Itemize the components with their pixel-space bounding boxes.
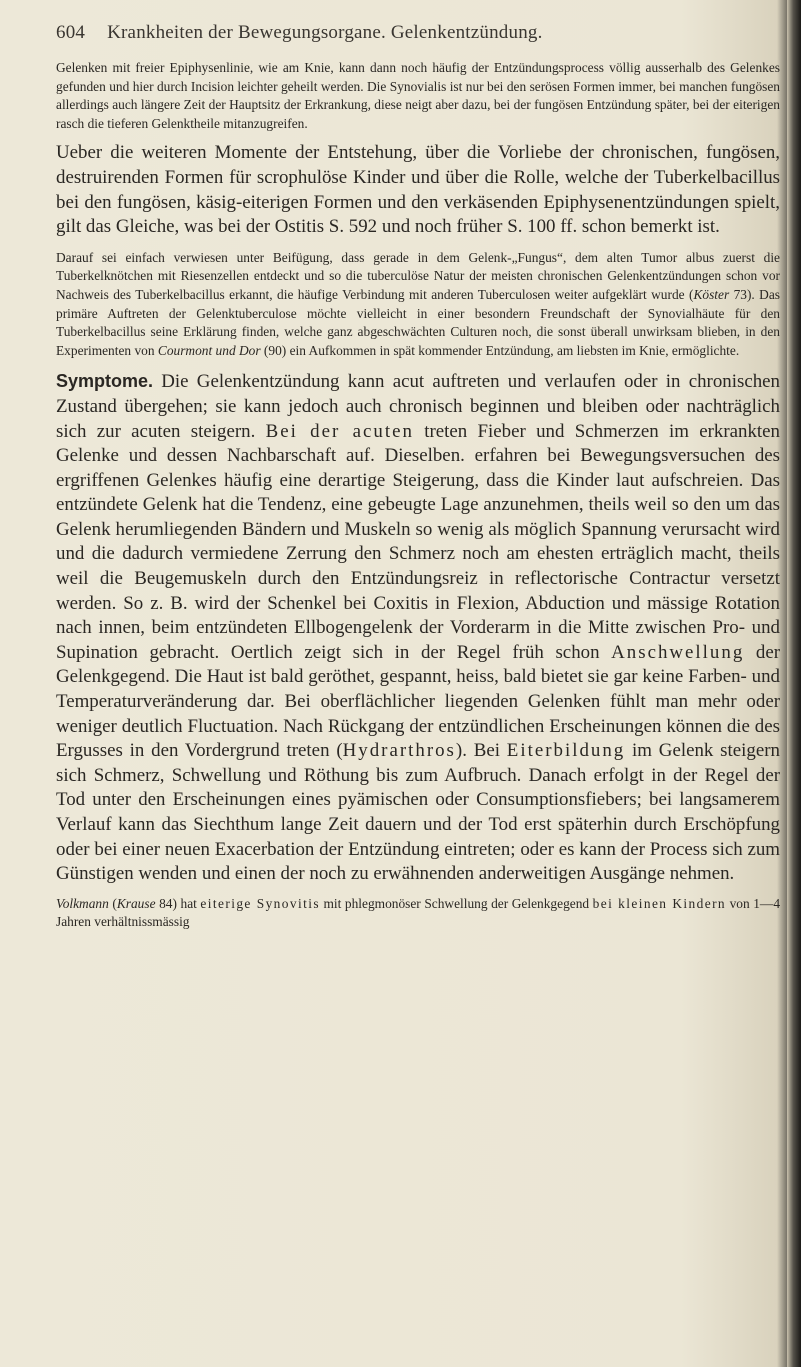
paragraph-large-1: Ueber die weiteren Momente der Entstehung, über die Vorliebe der chronischen, fungösen, destruirenden Formen für scrophulöse Kinder und über die Rolle, welche der Tuberkelbacillus bei den fungösen, käsig-eiterigen Formen und den verkäsenden Epiphysenentzündungen spielt, gilt das Gleiche, was bei der Ostitis S. 592 und noch früher S. 100 ff. schon bemerkt ist. [56, 142, 780, 238]
emphasis-eiterbildung: Eiterbildung [506, 740, 626, 762]
paragraph-small-3: Volkmann (Krause 84) hat eiterige Synovitis mit phlegmonöser Schwellung der Gelenkgegend bei kleinen Kindern von 1—4 Jahren verhältnissmässig [56, 895, 781, 930]
paragraph-small-2: Darauf sei einfach verwiesen unter Beifügung, dass gerade in dem Gelenk-„Fungus“, dem alten Tumor albus zuerst die Tuberkelknötchen mit Riesenzellen entdeckt und so die tuberculöse Natur der meisten chronischen Gelenkentzündungen schon vor Nachweis des Tuberkelbacillus erkannt, die häufige Verbindung mit anderen Tuberculosen weiter aufgeklärt wurde (Köster 73). Das primäre Auftreten der Gelenktuberculose möchte vielleicht in einer besondern Freundschaft der Synovialhäute für den Tuberkelbacillus seine Erklärung finden, welche ganz abgeschwächten Culturen noch, die sonst überall unwirksam blieben, in den Experimenten von Courmont und Dor (90) ein Aufkommen in spät kommender Entzündung, am liebsten im Knie, ermöglichte. [56, 249, 780, 358]
citation-krause: Krause [116, 895, 156, 911]
emphasis-kleinen-kindern: bei kleinen Kindern [592, 895, 727, 911]
page-number: 604 [56, 22, 86, 43]
citation-volkmann: Volkmann [56, 895, 109, 911]
running-title: Krankheiten der Bewegungsorgane. Gelenkentzündung. [107, 22, 543, 43]
paragraph-small-1: Gelenken mit freier Epiphysenlinie, wie am Knie, kann dann noch häufig der Entzündungsprocess völlig ausserhalb des Gelenkes gefunden und hier durch Incision leichter geheilt werden. Die Synovialis ist nur bei den serösen Formen immer, bei manchen fungösen allerdings auch längere Zeit der Hauptsitz der Erkrankung, diese neigt aber dazu, bei der fungösen Entzündung später, bei der eiterigen rasch die tieferen Gelenktheile mitanzugreifen. [56, 60, 780, 131]
emphasis-anschwellung: Anschwellung [611, 641, 745, 663]
citation-koester: Köster [693, 286, 730, 302]
citation-courmont-dor: Courmont und Dor [157, 342, 261, 358]
page-edge-shadow [787, 0, 801, 1367]
emphasis-hydrarthros: Hydrarthros [342, 740, 456, 762]
section-heading-symptome: Symptome. [56, 371, 154, 392]
running-header [56, 22, 780, 44]
emphasis-eiterige-synovitis: eiterige Synovitis [200, 895, 320, 911]
paragraph-symptome: Symptome. Die Gelenkentzündung kann acut auftreten und verlaufen oder in chronischen Zustand übergehen; sie kann jedoch auch chronisch beginnen und bleiben oder nachträglich sich zur acuten steigern. Bei der acuten treten Fieber und Schmerzen im erkrankten Gelenke und dessen Nachbarschaft auf. Dieselben. erfahren bei Bewegungsversuchen des ergriffenen Gelenkes häufig eine derartige Steigerung, dass die Kinder laut aufschreien. Das entzündete Gelenk hat die Tendenz, eine gebeugte Lage anzunehmen, theils weil so den um das Gelenk herumliegenden Bändern und Muskeln so wenig als möglich Spannung verursacht wird und die dadurch vermiedene Zerrung den Schmerz noch am ehesten erträglich macht, theils weil die Beugemuskeln durch den Entzündungsreiz in reflectorische Contractur versetzt werden. So z. B. wird der Schenkel bei Coxitis in Flexion, Abduction und mässige Rotation nach innen, beim entzündeten Ellbogengelenk der Vorderarm in die Mitte zwischen Pro- und Supination gebracht. Oertlich zeigt sich in der Regel früh schon Anschwellung der Gelenkgegend. Die Haut ist bald geröthet, gespannt, heiss, bald bietet sie gar keine Farben- und Temperaturveränderung dar. Bei oberflächlicher liegenden Gelenken fühlt man mehr oder weniger deutlich Fluctuation. Nach Rückgang der entzündlichen Erscheinungen können die des Ergusses in den Vordergrund treten (Hydrarthros). Bei Eiterbildung im Gelenk steigern sich Schmerz, Schwellung und Röthung bis zum Aufbruch. Danach erfolgt in der Regel der Tod unter den Erscheinungen eines pyämischen oder Consumptionsfiebers; bei langsamerem Verlauf kann das Siechthum lange Zeit dauern und der Tod erst späterhin durch Erschöpfung oder bei einer neuen Exacerbation der Entzündung eintreten; oder es kann der Process sich zum Günstigen wenden und einen der noch zu erwähnenden anderweitigen Ausgänge nehmen. [56, 371, 781, 885]
emphasis-acute: Bei der acuten [265, 420, 414, 442]
page-content [56, 22, 780, 932]
